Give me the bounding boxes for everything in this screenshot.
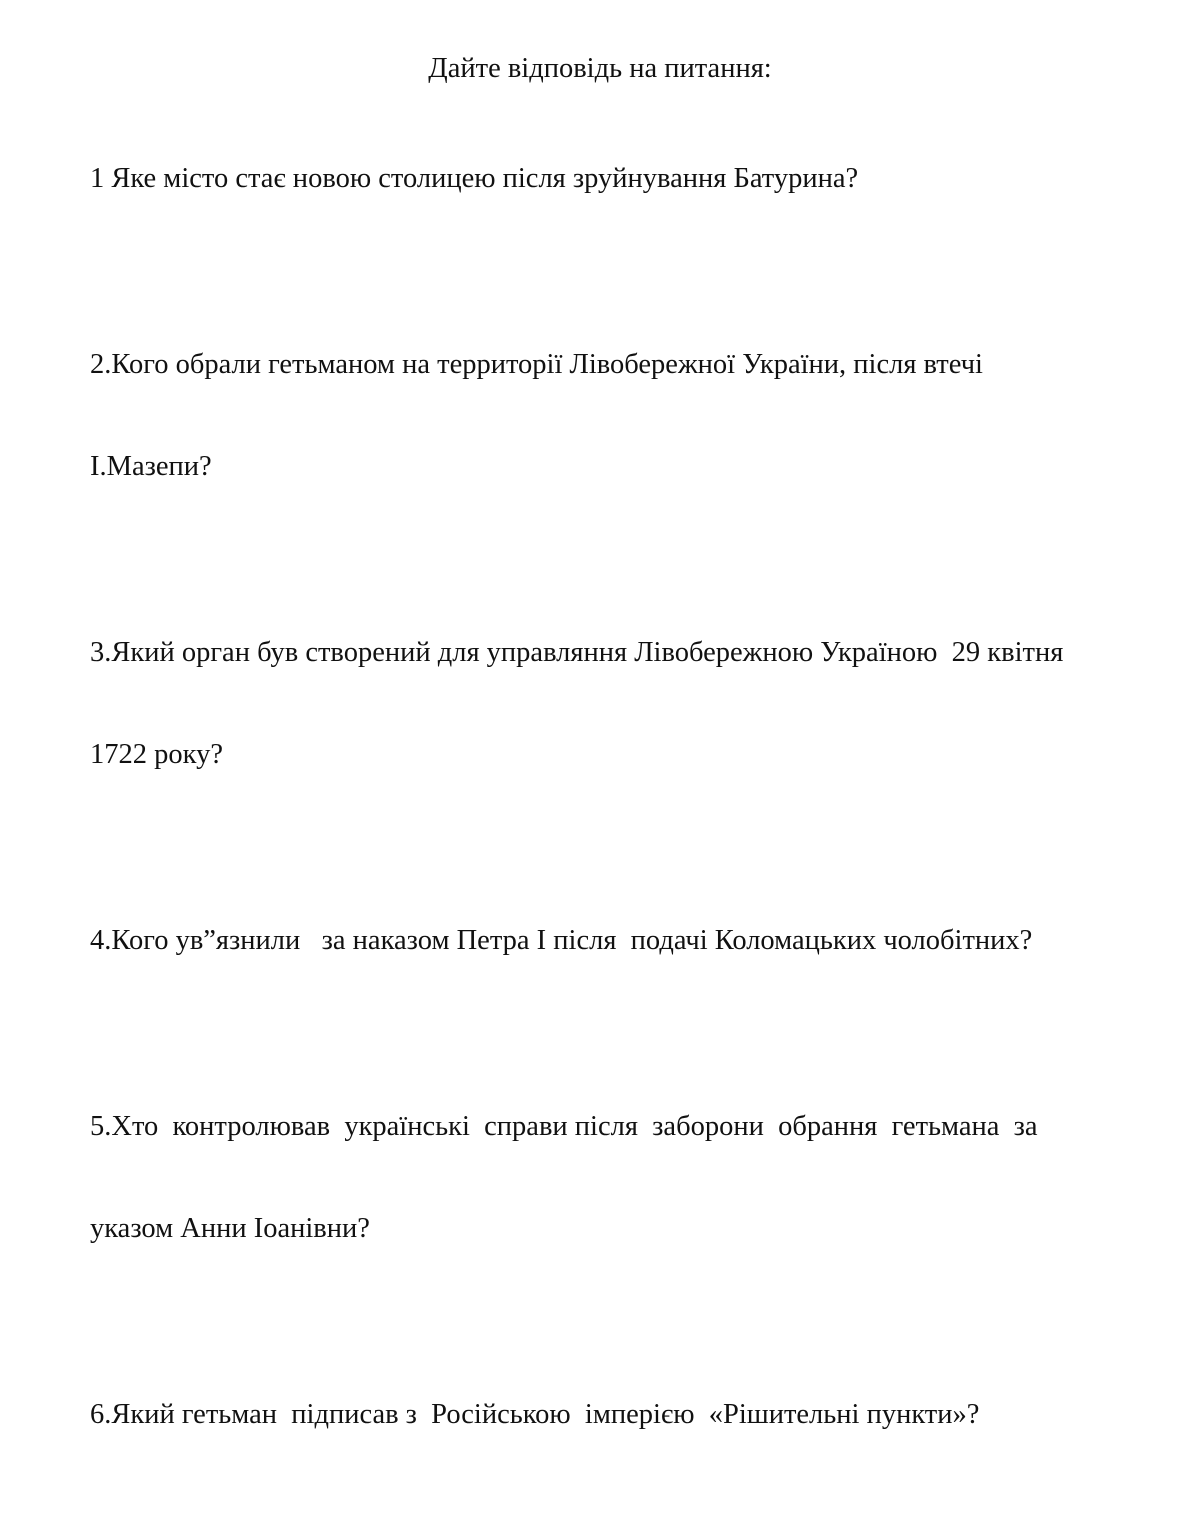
question-1 [90,94,1110,264]
question-3-line-1: 3.Який орган був створений для управляння Лівобережною Україною 29 квітня [90,637,1064,668]
question-5-line-2: указом Анни Іоанівни? [90,1213,370,1244]
question-4-line-1: 4.Кого ув”язнили за наказом Петра І після подачі Коломацьких чолобітних? [90,925,1033,956]
question-5 [90,1042,1110,1314]
question-2-line-2: І.Мазепи? [90,451,212,482]
question-2-line-1: 2.Кого обрали гетьманом на территорії Лівобережної України, після втечі [90,349,983,380]
document-title: Дайте відповідь на питання: [428,53,772,84]
question-6-line-1: 6.Який гетьман підписав з Російською імперією «Рішительні пункти»? [90,1399,980,1430]
question-2 [90,280,1110,552]
question-1-line-1: 1 Яке місто стає новою столицею після зруйнування Батурина? [90,163,859,194]
document-page [90,52,1110,1516]
question-6 [90,1330,1110,1500]
question-3-line-2: 1722 року? [90,739,223,770]
question-3 [90,568,1110,840]
question-4 [90,856,1110,1026]
question-5-line-1: 5.Хто контролював українські справи після заборони обрання гетьмана за [90,1111,1038,1142]
